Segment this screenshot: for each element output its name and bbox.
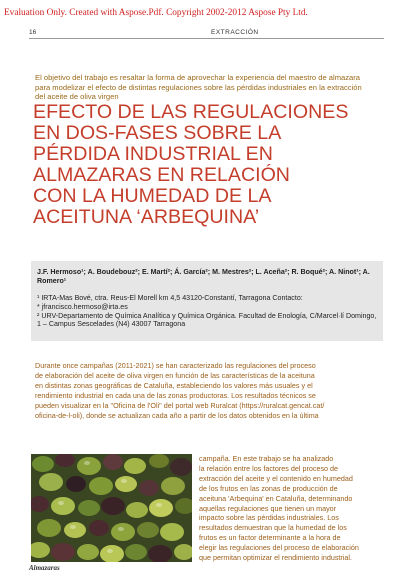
body-line: resultados demuestran que la humedad de los — [199, 523, 347, 533]
body-line: elegir las regulaciones del proceso de elaboración — [199, 543, 359, 553]
body-line: extracción del aceite y el contenido en humedad — [199, 473, 353, 483]
title-line: EFECTO DE LAS REGULACIONES — [33, 101, 349, 123]
body-line: de los frutos en las zonas de producción de — [199, 483, 338, 493]
body-line: en distintas zonas geográficas de Cataluña, estableciendo los valores más usuales y el — [35, 381, 313, 390]
body-line: que permitan optimizar el rendimiento industrial. — [199, 553, 353, 563]
olives-illustration — [31, 454, 192, 562]
title-line: CON LA HUMEDAD DE LA — [33, 185, 272, 208]
intro-lead: El objetivo del trabajo es resaltar la forma de aprovechar la experiencia del maestro de almazara para modelizar el efecto de distintas regulaciones sobre las pérdidas industriales en la extracción del aceite de oliva virgen — [35, 73, 362, 102]
affiliation-2: ² URV-Departamento de Química Analítica y Química Orgánica. Facultad de Enología, C/Marcel·lí Domingo, 1 – Campus Sescelades (N4) 43007 Tarragona — [37, 311, 377, 329]
body-line: la relación entre los factores del proceso de — [199, 463, 339, 473]
title-line: PÉRDIDA INDUSTRIAL EN — [33, 143, 273, 166]
body-line: campaña. En este trabajo se ha analizado — [199, 454, 334, 463]
title-line: ACEITUNA ‘ARBEQUINA’ — [33, 206, 260, 229]
body-line: rendimiento industrial en cada una de las zonas productoras. Los resultados técnicos se — [35, 391, 316, 400]
watermark-text: Evaluation Only. Created with Aspose.Pdf. Copyright 2002-2012 Aspose Pty Ltd. — [4, 8, 308, 18]
title-line: EN DOS-FASES SOBRE LA — [33, 122, 282, 145]
body-text-full-width — [35, 361, 383, 421]
body-line: frutos es un factor determinante a la hora de — [199, 533, 341, 543]
body-line: Durante once campañas (2011-2021) se han caracterizado las regulaciones del proceso — [35, 361, 316, 370]
olives-photo — [31, 454, 192, 562]
page-number: 16 — [29, 29, 37, 36]
article-title — [33, 102, 378, 229]
body-line: de elaboración del aceite de oliva virgen en función de las características de la aceituna — [35, 371, 315, 380]
body-line: aquellas regulaciones que tienen un mayor — [199, 503, 337, 513]
title-line: ALMAZARAS EN RELACIÓN — [33, 164, 290, 187]
authors-list: J.F. Hermoso¹; A. Boudebouz²; E. Martí²; Á. García²; M. Mestres²; L. Aceña²; R. Boqué²; A. Ninot¹; A. Romero¹ — [37, 268, 370, 285]
magazine-logo: Almazaras — [29, 564, 60, 572]
affiliation-1: ¹ IRTA-Mas Bové, ctra. Reus-El Morell km 4,5 43120-Constantí, Tarragona Contacto: — [37, 294, 303, 302]
contact-email: * jfrancisco.hermoso@irta.es — [37, 302, 128, 311]
body-line: impacto sobre las pérdidas industriales. Los — [199, 513, 339, 523]
body-line: pueden visualizar en la "Oficina de l'Oli" del portal web Ruralcat (https://ruralcat.gencat.cat/ — [35, 401, 325, 410]
body-line: oficina-de-l-oli), donde se actualizan cada año a partir de los datos obtenidos en la última — [35, 411, 319, 420]
affiliations — [37, 294, 380, 329]
section-label: EXTRACCIÓN — [211, 29, 259, 36]
body-text-right-column — [199, 454, 384, 563]
body-line: aceituna 'Arbequina' en Cataluña, determinando — [199, 493, 353, 503]
header-divider — [29, 38, 384, 39]
